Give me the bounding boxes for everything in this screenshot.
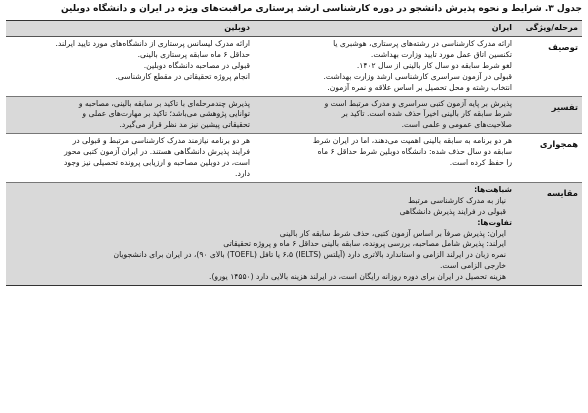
header-iran: ایران	[254, 21, 516, 37]
difference-item: ایرلند: پذیرش شامل مصاحبه، بررسی پرونده، سابقه بالینی حداقل ۶ ماه و پروژه تحقیقاتی	[223, 239, 506, 249]
text-line: شرط سابقه کار بالینی اخیراً حذف شده است. تاکید بر	[341, 109, 512, 119]
difference-item: ایران: پذیرش صرفاً بر اساس آزمون کتبی، حذف شرط سابقه کار بالینی	[279, 228, 506, 238]
cell-comparison	[6, 182, 516, 285]
difference-item: نمره زبان در ایرلند الزامی و استاندارد بالاتری دارد (آیلتس (IELTS) ۶،۵ یا تافل (TOEFL) بالای ۹۰)، در ایران برای دانشجویان	[113, 250, 506, 260]
text-line: حداقل ۶ ماه سابقه پرستاری بالینی.	[137, 49, 250, 59]
cell-juxtaposition-dublin	[6, 134, 254, 183]
difference-item: هزینه تحصیل در ایران برای دوره روزانه رایگان است، در ایرلند هزینه بالایی دارد (۱۴۵۵۰ یورو).	[209, 272, 506, 282]
text-line: هر دو برنامه نیازمند مدرک کارشناسی مرتبط و قبولی در	[72, 136, 250, 146]
text-line: لغو شرط سابقه دو سال کار بالینی از سال ۱۴۰۲.	[356, 60, 512, 70]
text-line: انتخاب رشته و محل تحصیل بر اساس علاقه و نمره آزمون.	[327, 82, 512, 92]
text-line: ارائه مدرک کارشناسی در رشته‌های پرستاری، هوشبری یا	[333, 39, 512, 48]
text-line: پذیرش چندمرحله‌ای با تاکید بر سابقه بالینی، مصاحبه و	[78, 98, 250, 108]
cell-description-iran	[254, 37, 516, 97]
text-line: توانایی پژوهشی می‌باشد؛ تاکید بر مهارت‌های عملی و	[82, 109, 250, 119]
differences-heading: تفاوت‌ها:	[477, 217, 512, 227]
cell-interpretation-dublin	[6, 96, 254, 134]
similarity-item: قبولی در فرایند پذیرش دانشگاهی	[399, 206, 506, 216]
text-line: است، در دوبلین مصاحبه و ارزیابی پرونده تحصیلی نیز وجود	[64, 158, 250, 168]
row-label-interpretation: تفسیر	[516, 96, 582, 134]
row-description	[6, 37, 582, 97]
text-line: صلاحیت‌های عمومی و علمی است.	[401, 120, 512, 130]
text-line: فرایند پذیرش دانشگاهی هستند. در ایران آزمون کتبی محور	[64, 147, 250, 157]
text-line: پذیرش بر پایه آزمون کتبی سراسری و مدرک مرتبط است و	[324, 98, 512, 108]
text-line: تحقیقاتی پیشین نیز مد نظر قرار می‌گیرد.	[119, 120, 250, 130]
header-dublin: دوبلین	[6, 21, 254, 37]
text-line: قبولی در آزمون سراسری کارشناسی ارشد وزارت بهداشت.	[323, 71, 512, 81]
cell-interpretation-iran	[254, 96, 516, 134]
row-juxtaposition	[6, 134, 582, 183]
row-label-comparison: مقایسه	[516, 182, 582, 285]
text-line: سابقه دو سال حذف شده: دانشگاه دوبلین شرط حداقل ۶ ماه	[317, 147, 512, 157]
cell-description-dublin	[6, 37, 254, 97]
header-row	[6, 21, 582, 37]
row-interpretation	[6, 96, 582, 134]
text-line: دارد.	[235, 168, 250, 178]
header-phase: مرحله/ویژگی	[516, 21, 582, 37]
text-line: را حفظ کرده است.	[449, 158, 512, 168]
similarities-heading: شباهت‌ها:	[474, 184, 512, 194]
text-line: ارائه مدرک لیسانس پرستاری از دانشگاه‌های مورد تایید ایرلند.	[55, 39, 250, 48]
text-line: قبولی در مصاحبه دانشگاه دوبلین.	[143, 60, 250, 70]
cell-juxtaposition-iran	[254, 134, 516, 183]
text-line: هر دو برنامه به سابقه بالینی اهمیت می‌دهند، اما در ایران شرط	[312, 136, 512, 146]
similarity-item: نیاز به مدرک کارشناسی مرتبط	[408, 195, 506, 205]
comparison-table	[6, 20, 582, 286]
text-line: انجام پروژه تحقیقاتی در مقطع کارشناسی.	[115, 71, 250, 81]
row-label-juxtaposition: همجواری	[516, 134, 582, 183]
row-comparison	[6, 182, 582, 285]
row-label-description: توصیف	[516, 37, 582, 97]
table-caption: جدول ۳. شرایط و نحوه پذیرش دانشجو در دوره کارشناسی ارشد پرستاری مراقبت‌های ویژه در ایران و دانشگاه دوبلین	[60, 4, 582, 14]
difference-item: خارجی الزامی است.	[440, 261, 506, 271]
text-line: تکنسین اتاق عمل مورد تایید وزارت بهداشت.	[370, 49, 512, 59]
